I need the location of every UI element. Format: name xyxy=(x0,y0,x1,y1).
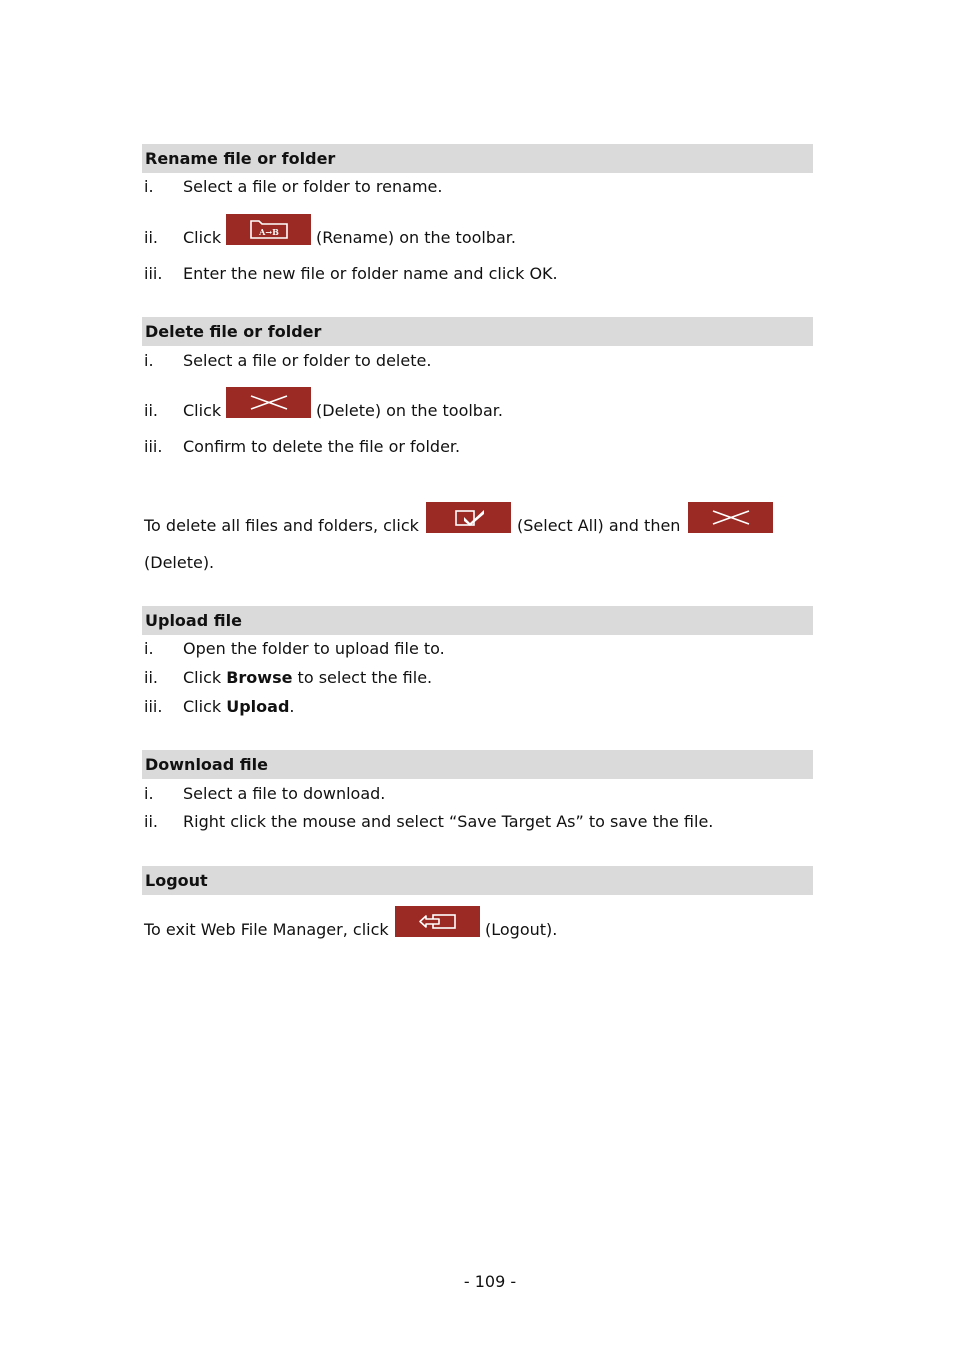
section-heading-rename: Rename file or folder xyxy=(142,144,813,173)
step-text: Select a file or folder to delete. xyxy=(183,351,432,370)
step-text-rest: (Rename) on the toolbar. xyxy=(316,228,516,247)
step-text-rest: (Delete) on the toolbar. xyxy=(316,401,503,420)
section-heading-download: Download file xyxy=(142,750,813,779)
step-text xyxy=(183,662,432,694)
step-text-rest: . xyxy=(289,697,295,716)
select-all-button-icon xyxy=(426,502,511,533)
step-text xyxy=(183,222,221,254)
delete-all-mid: (Select All) and then xyxy=(517,516,681,535)
step-text: Open the folder to upload file to. xyxy=(183,639,445,658)
delete-button-icon xyxy=(226,387,311,418)
step-text: Enter the new file or folder name and click OK. xyxy=(183,264,558,283)
step-number: i. xyxy=(144,639,154,658)
page-number: - 109 - xyxy=(463,1272,517,1291)
rename-button-icon xyxy=(226,214,311,245)
step-text-rest: to select the file. xyxy=(297,668,433,687)
click-word: Click xyxy=(183,668,222,687)
section-heading-upload: Upload file xyxy=(142,606,813,635)
step-number: ii. xyxy=(144,401,158,420)
step-number: ii. xyxy=(144,228,158,247)
delete-button-icon xyxy=(688,502,773,533)
step-number: ii. xyxy=(144,812,158,831)
step-text: Confirm to delete the file or folder. xyxy=(183,437,461,456)
rename-icon-label: A→B xyxy=(259,227,279,237)
upload-label: Upload xyxy=(226,697,290,716)
step-text: Select a file to download. xyxy=(183,784,386,803)
delete-all-text: To delete all files and folders, click xyxy=(144,516,419,535)
section-heading-logout: Logout xyxy=(142,866,813,895)
step-number: iii. xyxy=(144,697,163,716)
step-text: Right click the mouse and select “Save Target As” to save the file. xyxy=(183,812,714,831)
step-number: iii. xyxy=(144,437,163,456)
click-word: Click xyxy=(183,228,222,247)
step-text: Select a file or folder to rename. xyxy=(183,177,443,196)
step-number: i. xyxy=(144,784,154,803)
click-word: Click xyxy=(183,401,222,420)
click-word: Click xyxy=(183,697,222,716)
browse-label: Browse xyxy=(226,668,293,687)
step-number: ii. xyxy=(144,668,158,687)
step-text xyxy=(183,691,294,723)
section-heading-delete: Delete file or folder xyxy=(142,317,813,346)
step-number: i. xyxy=(144,177,154,196)
step-text xyxy=(183,395,221,427)
logout-text-rest: (Logout). xyxy=(485,920,558,939)
delete-all-end: (Delete). xyxy=(144,553,215,572)
step-number: i. xyxy=(144,351,154,370)
logout-text: To exit Web File Manager, click xyxy=(144,920,389,939)
logout-button-icon xyxy=(395,906,480,937)
step-number: iii. xyxy=(144,264,163,283)
